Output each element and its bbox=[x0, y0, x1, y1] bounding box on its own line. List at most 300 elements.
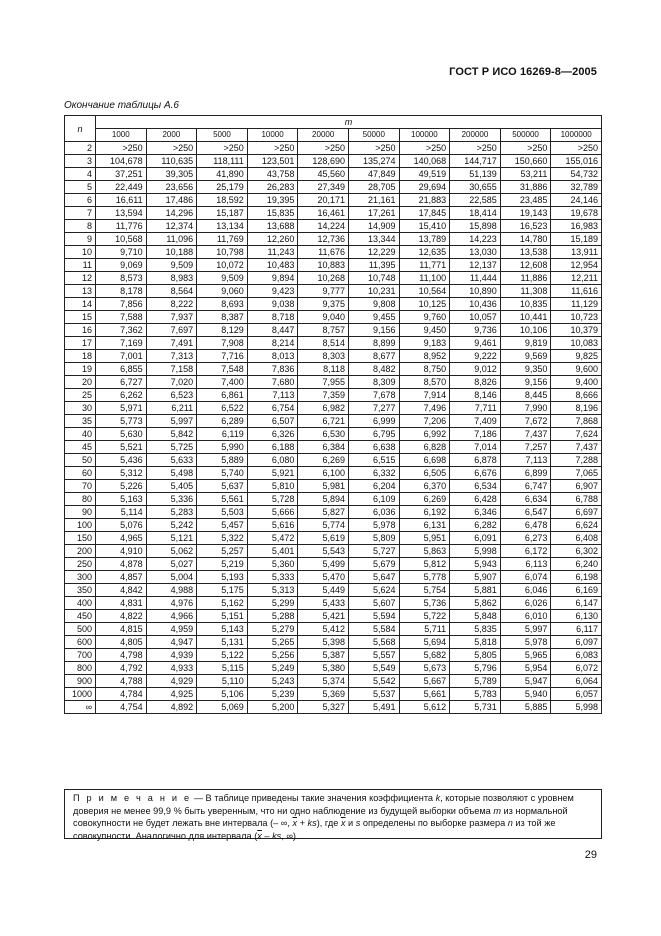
coefficient-cell: 5,219 bbox=[197, 558, 248, 571]
n-value-cell: ∞ bbox=[65, 701, 96, 714]
coefficient-cell: 104,678 bbox=[96, 155, 147, 168]
coefficient-cell: 5,239 bbox=[247, 688, 298, 701]
coefficient-cell: 6,828 bbox=[399, 441, 450, 454]
coefficient-cell: 37,251 bbox=[96, 168, 147, 181]
coefficient-cell: 5,398 bbox=[298, 636, 349, 649]
coefficient-cell: 5,951 bbox=[399, 532, 450, 545]
coefficient-cell: 6,269 bbox=[298, 454, 349, 467]
coefficient-cell: 8,570 bbox=[399, 376, 450, 389]
coefficient-cell: 7,257 bbox=[500, 441, 551, 454]
coefficient-cell: 9,450 bbox=[399, 324, 450, 337]
coefficient-cell: 9,375 bbox=[298, 298, 349, 311]
n-value-cell: 17 bbox=[65, 337, 96, 350]
coefficient-cell: 6,064 bbox=[551, 675, 602, 688]
coefficient-cell: 4,788 bbox=[96, 675, 147, 688]
coefficient-cell: 10,564 bbox=[399, 285, 450, 298]
coefficient-cell: 5,694 bbox=[399, 636, 450, 649]
coefficient-cell: 6,026 bbox=[500, 597, 551, 610]
coefficient-cell: 26,283 bbox=[247, 181, 298, 194]
coefficient-cell: 11,243 bbox=[247, 246, 298, 259]
n-value-cell: 100 bbox=[65, 519, 96, 532]
coefficient-cell: 5,561 bbox=[197, 493, 248, 506]
coefficient-cell: 5,537 bbox=[348, 688, 399, 701]
coefficient-cell: 8,757 bbox=[298, 324, 349, 337]
coefficient-cell: 7,990 bbox=[500, 402, 551, 415]
coefficient-cell: 6,326 bbox=[247, 428, 298, 441]
coefficient-cell: 5,405 bbox=[146, 480, 197, 493]
coefficient-cell: 9,038 bbox=[247, 298, 298, 311]
coefficient-table bbox=[64, 115, 602, 714]
coefficient-cell: 13,030 bbox=[450, 246, 501, 259]
coefficient-cell: 51,139 bbox=[450, 168, 501, 181]
coefficient-cell: 5,498 bbox=[146, 467, 197, 480]
coefficient-cell: 140,068 bbox=[399, 155, 450, 168]
coefficient-cell: 5,380 bbox=[298, 662, 349, 675]
coefficient-cell: 6,269 bbox=[399, 493, 450, 506]
coefficient-cell: 7,937 bbox=[146, 311, 197, 324]
coefficient-cell: 6,240 bbox=[551, 558, 602, 571]
n-value-cell: 6 bbox=[65, 194, 96, 207]
coefficient-cell: 7,496 bbox=[399, 402, 450, 415]
coefficient-cell: 5,728 bbox=[247, 493, 298, 506]
coefficient-cell: 6,547 bbox=[500, 506, 551, 519]
coefficient-cell: 5,360 bbox=[247, 558, 298, 571]
coefficient-cell: 30,655 bbox=[450, 181, 501, 194]
coefficient-cell: 5,731 bbox=[450, 701, 501, 714]
coefficient-cell: 5,322 bbox=[197, 532, 248, 545]
coefficient-cell: 14,780 bbox=[500, 233, 551, 246]
coefficient-cell: 19,143 bbox=[500, 207, 551, 220]
coefficient-cell: 6,747 bbox=[500, 480, 551, 493]
coefficient-cell: 4,805 bbox=[96, 636, 147, 649]
coefficient-cell: 9,710 bbox=[96, 246, 147, 259]
coefficient-cell: 29,694 bbox=[399, 181, 450, 194]
coefficient-cell: 7,908 bbox=[197, 337, 248, 350]
coefficient-cell: 5,249 bbox=[247, 662, 298, 675]
table-row bbox=[65, 389, 602, 402]
coefficient-cell: 5,110 bbox=[197, 675, 248, 688]
coefficient-cell: 6,624 bbox=[551, 519, 602, 532]
coefficient-cell: 7,313 bbox=[146, 350, 197, 363]
table-row bbox=[65, 519, 602, 532]
n-value-cell: 30 bbox=[65, 402, 96, 415]
coefficient-cell: 5,978 bbox=[348, 519, 399, 532]
coefficient-cell: 7,409 bbox=[450, 415, 501, 428]
coefficient-cell: 5,594 bbox=[348, 610, 399, 623]
coefficient-cell: 5,778 bbox=[399, 571, 450, 584]
coefficient-cell: 6,505 bbox=[399, 467, 450, 480]
table-row bbox=[65, 311, 602, 324]
coefficient-cell: 28,705 bbox=[348, 181, 399, 194]
coefficient-cell: 7,678 bbox=[348, 389, 399, 402]
table-row bbox=[65, 324, 602, 337]
coefficient-cell: 18,592 bbox=[197, 194, 248, 207]
n-value-cell: 50 bbox=[65, 454, 96, 467]
coefficient-cell: 6,147 bbox=[551, 597, 602, 610]
coefficient-cell: >250 bbox=[500, 142, 551, 155]
m-values-header-row bbox=[65, 129, 602, 142]
n-value-cell: 16 bbox=[65, 324, 96, 337]
coefficient-cell: 5,727 bbox=[348, 545, 399, 558]
coefficient-cell: 8,573 bbox=[96, 272, 147, 285]
page-number: 29 bbox=[584, 849, 597, 861]
coefficient-cell: 10,441 bbox=[500, 311, 551, 324]
table-row bbox=[65, 220, 602, 233]
coefficient-cell: 4,784 bbox=[96, 688, 147, 701]
coefficient-cell: 6,523 bbox=[146, 389, 197, 402]
coefficient-cell: 7,158 bbox=[146, 363, 197, 376]
coefficient-cell: 8,666 bbox=[551, 389, 602, 402]
coefficient-cell: 5,673 bbox=[399, 662, 450, 675]
coefficient-cell: 13,538 bbox=[500, 246, 551, 259]
coefficient-cell: 8,196 bbox=[551, 402, 602, 415]
coefficient-cell: 4,965 bbox=[96, 532, 147, 545]
n-value-cell: 45 bbox=[65, 441, 96, 454]
coefficient-cell: 5,257 bbox=[197, 545, 248, 558]
coefficient-cell: 8,447 bbox=[247, 324, 298, 337]
coefficient-cell: 9,069 bbox=[96, 259, 147, 272]
coefficient-cell: 4,925 bbox=[146, 688, 197, 701]
coefficient-cell: 11,616 bbox=[551, 285, 602, 298]
coefficient-cell: 110,635 bbox=[146, 155, 197, 168]
coefficient-cell: 8,214 bbox=[247, 337, 298, 350]
table-row bbox=[65, 623, 602, 636]
coefficient-cell: 155,016 bbox=[551, 155, 602, 168]
coefficient-cell: 16,611 bbox=[96, 194, 147, 207]
coefficient-cell: 5,131 bbox=[197, 636, 248, 649]
coefficient-cell: 9,819 bbox=[500, 337, 551, 350]
table-row bbox=[65, 493, 602, 506]
coefficient-cell: 11,129 bbox=[551, 298, 602, 311]
coefficient-cell: 7,359 bbox=[298, 389, 349, 402]
coefficient-cell: 7,169 bbox=[96, 337, 147, 350]
coefficient-cell: 4,966 bbox=[146, 610, 197, 623]
coefficient-cell: 5,981 bbox=[298, 480, 349, 493]
coefficient-cell: 6,046 bbox=[500, 584, 551, 597]
coefficient-cell: 9,760 bbox=[399, 311, 450, 324]
coefficient-cell: 7,716 bbox=[197, 350, 248, 363]
coefficient-cell: 11,886 bbox=[500, 272, 551, 285]
coefficient-cell: 5,736 bbox=[399, 597, 450, 610]
table-row bbox=[65, 558, 602, 571]
coefficient-cell: 7,206 bbox=[399, 415, 450, 428]
table-row bbox=[65, 584, 602, 597]
coefficient-cell: 5,612 bbox=[399, 701, 450, 714]
coefficient-cell: 4,892 bbox=[146, 701, 197, 714]
coefficient-cell: 10,106 bbox=[500, 324, 551, 337]
coefficient-cell: 41,890 bbox=[197, 168, 248, 181]
coefficient-cell: 5,805 bbox=[450, 649, 501, 662]
n-value-cell: 500 bbox=[65, 623, 96, 636]
m-value-header: 1000000 bbox=[551, 129, 602, 142]
coefficient-cell: 12,229 bbox=[348, 246, 399, 259]
coefficient-cell: 7,914 bbox=[399, 389, 450, 402]
coefficient-cell: 6,634 bbox=[500, 493, 551, 506]
coefficient-cell: 14,909 bbox=[348, 220, 399, 233]
coefficient-cell: 5,387 bbox=[298, 649, 349, 662]
coefficient-cell: 5,818 bbox=[450, 636, 501, 649]
coefficient-cell: 7,020 bbox=[146, 376, 197, 389]
coefficient-cell: 5,151 bbox=[197, 610, 248, 623]
coefficient-cell: 45,560 bbox=[298, 168, 349, 181]
coefficient-cell: 8,718 bbox=[247, 311, 298, 324]
coefficient-cell: 8,129 bbox=[197, 324, 248, 337]
table-row bbox=[65, 298, 602, 311]
coefficient-cell: 5,069 bbox=[197, 701, 248, 714]
n-value-cell: 450 bbox=[65, 610, 96, 623]
coefficient-cell: 5,122 bbox=[197, 649, 248, 662]
coefficient-cell: 5,004 bbox=[146, 571, 197, 584]
n-column-header: n bbox=[65, 116, 96, 142]
coefficient-cell: 8,013 bbox=[247, 350, 298, 363]
coefficient-cell: 8,750 bbox=[399, 363, 450, 376]
table-row bbox=[65, 571, 602, 584]
coefficient-cell: 13,344 bbox=[348, 233, 399, 246]
coefficient-cell: 5,637 bbox=[197, 480, 248, 493]
coefficient-cell: 4,878 bbox=[96, 558, 147, 571]
coefficient-cell: 5,907 bbox=[450, 571, 501, 584]
n-value-cell: 7 bbox=[65, 207, 96, 220]
table-row bbox=[65, 142, 602, 155]
coefficient-cell: 17,845 bbox=[399, 207, 450, 220]
coefficient-cell: 5,062 bbox=[146, 545, 197, 558]
coefficient-cell: 6,117 bbox=[551, 623, 602, 636]
coefficient-cell: 5,971 bbox=[96, 402, 147, 415]
coefficient-cell: 5,848 bbox=[450, 610, 501, 623]
coefficient-cell: 5,436 bbox=[96, 454, 147, 467]
n-value-cell: 70 bbox=[65, 480, 96, 493]
coefficient-cell: 6,788 bbox=[551, 493, 602, 506]
n-value-cell: 25 bbox=[65, 389, 96, 402]
n-value-cell: 250 bbox=[65, 558, 96, 571]
coefficient-cell: 5,661 bbox=[399, 688, 450, 701]
coefficient-cell: 5,457 bbox=[197, 519, 248, 532]
coefficient-cell: 10,379 bbox=[551, 324, 602, 337]
coefficient-cell: 10,890 bbox=[450, 285, 501, 298]
coefficient-cell: 5,633 bbox=[146, 454, 197, 467]
coefficient-cell: 5,997 bbox=[146, 415, 197, 428]
coefficient-cell: >250 bbox=[247, 142, 298, 155]
n-value-cell: 700 bbox=[65, 649, 96, 662]
coefficient-cell: 5,543 bbox=[298, 545, 349, 558]
coefficient-cell: 9,808 bbox=[348, 298, 399, 311]
coefficient-cell: 13,789 bbox=[399, 233, 450, 246]
coefficient-cell: 39,305 bbox=[146, 168, 197, 181]
coefficient-cell: 4,976 bbox=[146, 597, 197, 610]
coefficient-cell: 6,727 bbox=[96, 376, 147, 389]
coefficient-cell: 15,898 bbox=[450, 220, 501, 233]
table-body bbox=[65, 142, 602, 714]
coefficient-cell: 12,736 bbox=[298, 233, 349, 246]
coefficient-cell: 6,478 bbox=[500, 519, 551, 532]
coefficient-cell: 11,771 bbox=[399, 259, 450, 272]
coefficient-cell: 5,283 bbox=[146, 506, 197, 519]
coefficient-cell: 9,825 bbox=[551, 350, 602, 363]
table-row bbox=[65, 649, 602, 662]
coefficient-cell: 20,171 bbox=[298, 194, 349, 207]
coefficient-cell: 5,313 bbox=[247, 584, 298, 597]
coefficient-cell: 49,519 bbox=[399, 168, 450, 181]
coefficient-cell: 118,111 bbox=[197, 155, 248, 168]
coefficient-cell: 10,798 bbox=[197, 246, 248, 259]
coefficient-cell: 5,499 bbox=[298, 558, 349, 571]
coefficient-cell: 6,131 bbox=[399, 519, 450, 532]
coefficient-cell: 53,211 bbox=[500, 168, 551, 181]
coefficient-cell: 7,014 bbox=[450, 441, 501, 454]
coefficient-cell: 6,204 bbox=[348, 480, 399, 493]
n-value-cell: 800 bbox=[65, 662, 96, 675]
coefficient-cell: 5,774 bbox=[298, 519, 349, 532]
coefficient-cell: 6,010 bbox=[500, 610, 551, 623]
coefficient-cell: 5,333 bbox=[247, 571, 298, 584]
coefficient-cell: 10,835 bbox=[500, 298, 551, 311]
n-value-cell: 2 bbox=[65, 142, 96, 155]
table-row bbox=[65, 285, 602, 298]
coefficient-cell: 5,789 bbox=[450, 675, 501, 688]
coefficient-cell: 7,868 bbox=[551, 415, 602, 428]
coefficient-cell: 5,584 bbox=[348, 623, 399, 636]
coefficient-cell: 47,849 bbox=[348, 168, 399, 181]
coefficient-cell: 7,697 bbox=[146, 324, 197, 337]
coefficient-cell: 6,530 bbox=[298, 428, 349, 441]
coefficient-cell: 5,369 bbox=[298, 688, 349, 701]
coefficient-cell: 6,198 bbox=[551, 571, 602, 584]
coefficient-cell: 8,387 bbox=[197, 311, 248, 324]
coefficient-cell: 6,534 bbox=[450, 480, 501, 493]
coefficient-cell: 5,863 bbox=[399, 545, 450, 558]
coefficient-cell: 10,748 bbox=[348, 272, 399, 285]
coefficient-cell: 6,982 bbox=[298, 402, 349, 415]
coefficient-cell: 6,080 bbox=[247, 454, 298, 467]
coefficient-cell: 7,856 bbox=[96, 298, 147, 311]
coefficient-cell: 14,224 bbox=[298, 220, 349, 233]
coefficient-cell: 5,682 bbox=[399, 649, 450, 662]
coefficient-cell: 4,988 bbox=[146, 584, 197, 597]
coefficient-cell: 5,842 bbox=[146, 428, 197, 441]
coefficient-cell: 7,680 bbox=[247, 376, 298, 389]
coefficient-cell: 13,134 bbox=[197, 220, 248, 233]
coefficient-cell: 6,384 bbox=[298, 441, 349, 454]
coefficient-cell: 6,721 bbox=[298, 415, 349, 428]
coefficient-cell: 21,161 bbox=[348, 194, 399, 207]
coefficient-cell: 10,268 bbox=[298, 272, 349, 285]
coefficient-cell: 4,910 bbox=[96, 545, 147, 558]
coefficient-cell: 7,362 bbox=[96, 324, 147, 337]
coefficient-cell: 5,835 bbox=[450, 623, 501, 636]
coefficient-cell: 5,722 bbox=[399, 610, 450, 623]
coefficient-cell: 8,303 bbox=[298, 350, 349, 363]
coefficient-cell: 5,374 bbox=[298, 675, 349, 688]
coefficient-cell: 6,169 bbox=[551, 584, 602, 597]
table-row bbox=[65, 350, 602, 363]
coefficient-cell: 9,040 bbox=[298, 311, 349, 324]
coefficient-cell: 5,796 bbox=[450, 662, 501, 675]
coefficient-cell: 6,036 bbox=[348, 506, 399, 519]
coefficient-cell: 5,809 bbox=[348, 532, 399, 545]
coefficient-cell: 9,156 bbox=[500, 376, 551, 389]
coefficient-cell: 5,827 bbox=[298, 506, 349, 519]
table-row bbox=[65, 454, 602, 467]
m-value-header: 200000 bbox=[450, 129, 501, 142]
table-row bbox=[65, 194, 602, 207]
coefficient-cell: 5,810 bbox=[247, 480, 298, 493]
coefficient-cell: 6,638 bbox=[348, 441, 399, 454]
coefficient-cell: 5,521 bbox=[96, 441, 147, 454]
coefficient-cell: 15,189 bbox=[551, 233, 602, 246]
coefficient-cell: 5,990 bbox=[197, 441, 248, 454]
n-value-cell: 200 bbox=[65, 545, 96, 558]
coefficient-cell: 8,482 bbox=[348, 363, 399, 376]
coefficient-cell: 4,831 bbox=[96, 597, 147, 610]
coefficient-cell: 6,999 bbox=[348, 415, 399, 428]
table-note: П р и м е ч а н и е — В таблице приведены такие значения коэффициента k, которые позволяют с уровнем доверия не менее 99,9 % быть уверенным, что ни одно наблюдение из будущей выборки объема m из нормальной совокупности не будет лежать вне интервала (– ∞, $\overline{x} + ks$), где $\overline{x}$ и s определены по выборке размера n из той же совокупности. Аналогично для интервала ($\overline{x}$ – ks, ∞). bbox=[64, 789, 602, 839]
m-column-header: m bbox=[96, 116, 602, 129]
coefficient-cell: 6,192 bbox=[399, 506, 450, 519]
n-value-cell: 350 bbox=[65, 584, 96, 597]
coefficient-cell: 5,401 bbox=[247, 545, 298, 558]
n-value-cell: 5 bbox=[65, 181, 96, 194]
coefficient-cell: 144,717 bbox=[450, 155, 501, 168]
coefficient-cell: 5,242 bbox=[146, 519, 197, 532]
coefficient-cell: 5,725 bbox=[146, 441, 197, 454]
coefficient-cell: 11,395 bbox=[348, 259, 399, 272]
n-value-cell: 13 bbox=[65, 285, 96, 298]
coefficient-cell: 5,607 bbox=[348, 597, 399, 610]
coefficient-cell: >250 bbox=[96, 142, 147, 155]
coefficient-cell: 9,350 bbox=[500, 363, 551, 376]
coefficient-cell: 22,449 bbox=[96, 181, 147, 194]
coefficient-cell: 6,346 bbox=[450, 506, 501, 519]
coefficient-cell: 6,899 bbox=[500, 467, 551, 480]
coefficient-cell: 4,822 bbox=[96, 610, 147, 623]
coefficient-cell: 10,231 bbox=[348, 285, 399, 298]
m-value-header: 5000 bbox=[197, 129, 248, 142]
coefficient-cell: 4,798 bbox=[96, 649, 147, 662]
coefficient-cell: 5,121 bbox=[146, 532, 197, 545]
coefficient-cell: 6,428 bbox=[450, 493, 501, 506]
coefficient-cell: 5,647 bbox=[348, 571, 399, 584]
coefficient-cell: 4,815 bbox=[96, 623, 147, 636]
n-value-cell: 11 bbox=[65, 259, 96, 272]
coefficient-cell: 17,261 bbox=[348, 207, 399, 220]
table-row bbox=[65, 233, 602, 246]
m-value-header: 1000 bbox=[96, 129, 147, 142]
coefficient-cell: 25,179 bbox=[197, 181, 248, 194]
table-row bbox=[65, 168, 602, 181]
coefficient-cell: 5,630 bbox=[96, 428, 147, 441]
coefficient-cell: 10,568 bbox=[96, 233, 147, 246]
coefficient-cell: 8,899 bbox=[348, 337, 399, 350]
coefficient-cell: 9,777 bbox=[298, 285, 349, 298]
n-value-cell: 1000 bbox=[65, 688, 96, 701]
n-value-cell: 18 bbox=[65, 350, 96, 363]
coefficient-cell: 5,616 bbox=[247, 519, 298, 532]
coefficient-cell: 4,754 bbox=[96, 701, 147, 714]
n-value-cell: 40 bbox=[65, 428, 96, 441]
coefficient-cell: >250 bbox=[146, 142, 197, 155]
coefficient-cell: 16,523 bbox=[500, 220, 551, 233]
coefficient-cell: 7,437 bbox=[551, 441, 602, 454]
coefficient-cell: 5,327 bbox=[298, 701, 349, 714]
table-row bbox=[65, 610, 602, 623]
coefficient-cell: 6,091 bbox=[450, 532, 501, 545]
coefficient-cell: 5,542 bbox=[348, 675, 399, 688]
coefficient-cell: 19,678 bbox=[551, 207, 602, 220]
table-row bbox=[65, 155, 602, 168]
coefficient-cell: 5,226 bbox=[96, 480, 147, 493]
coefficient-cell: 15,410 bbox=[399, 220, 450, 233]
coefficient-cell: 5,256 bbox=[247, 649, 298, 662]
